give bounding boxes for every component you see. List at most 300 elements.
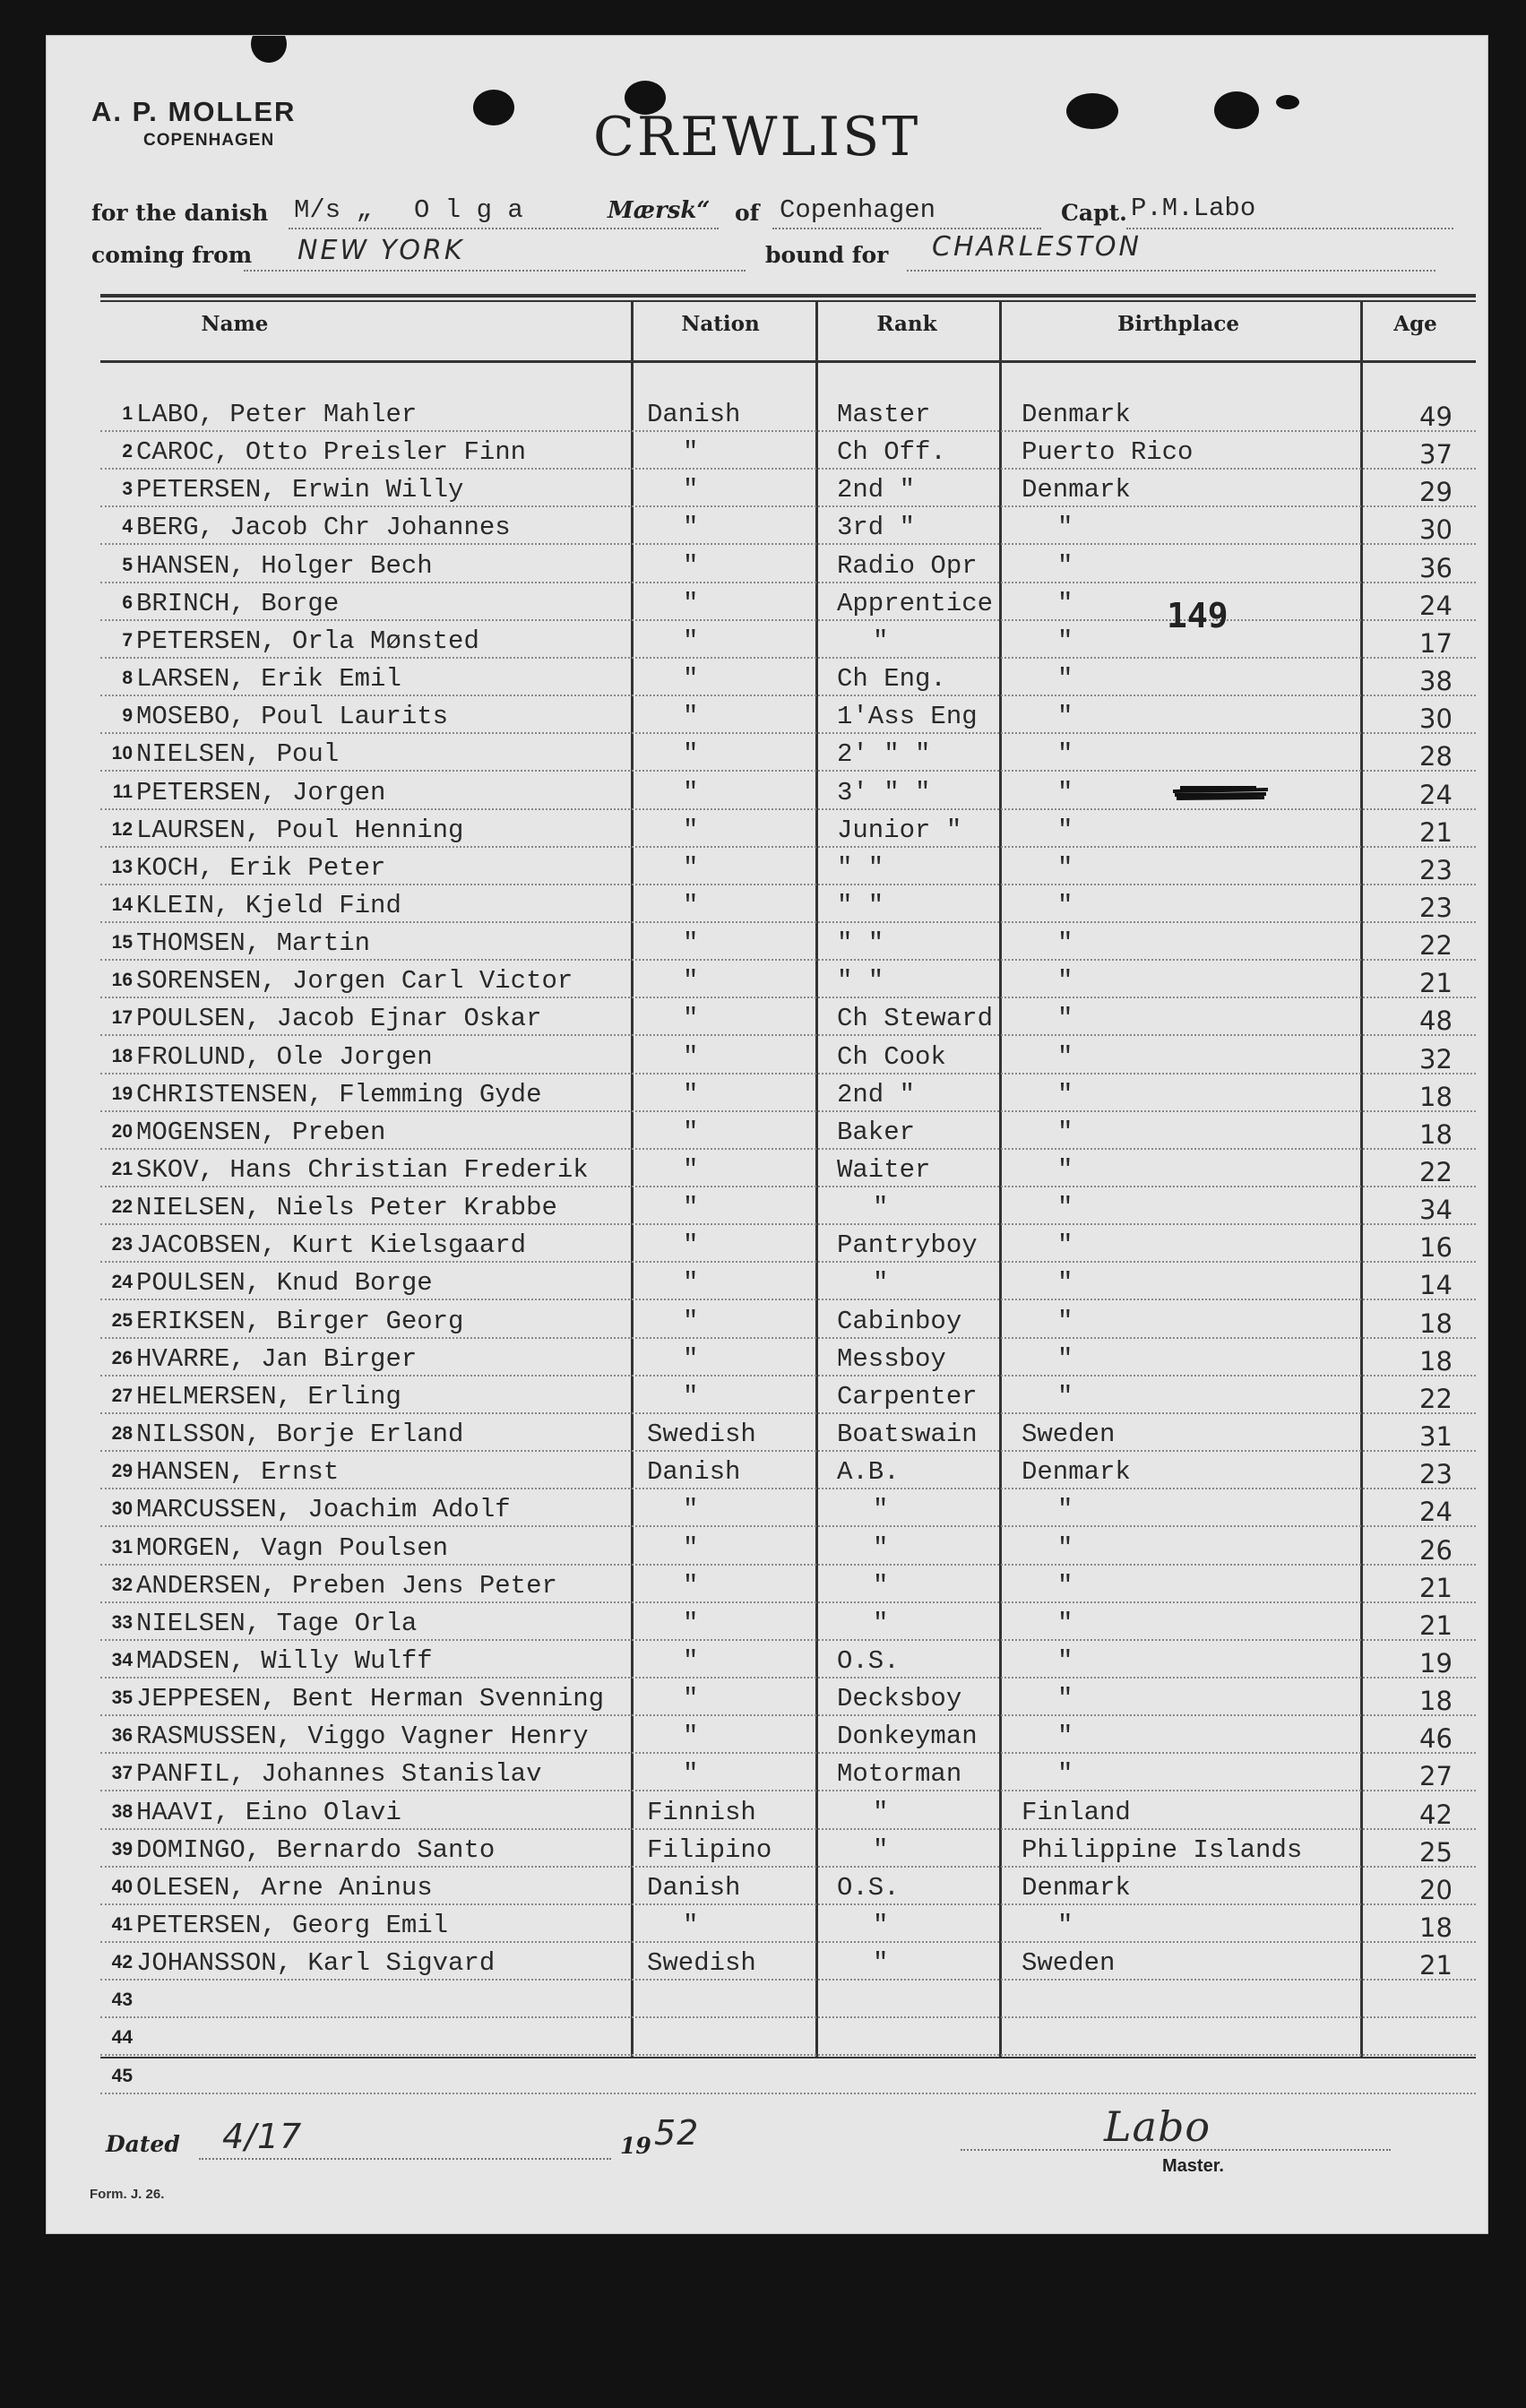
table-row bbox=[100, 1679, 1476, 1716]
vessel-suffix: Mærsk“ bbox=[608, 197, 711, 224]
table-row bbox=[100, 1528, 1476, 1566]
crew-name: KOCH, Erik Peter bbox=[136, 853, 386, 883]
crew-rank: " bbox=[873, 1533, 889, 1563]
crew-rank: 3' " " bbox=[837, 778, 931, 807]
row-number: 31 bbox=[111, 1537, 133, 1558]
crew-name: PETERSEN, Orla Mønsted bbox=[136, 626, 479, 656]
crew-name: HANSEN, Holger Bech bbox=[136, 551, 433, 581]
crew-nation: " bbox=[683, 778, 699, 807]
row-number: 35 bbox=[111, 1687, 133, 1708]
crew-rank: " bbox=[873, 1948, 889, 1978]
crew-birthplace: Denmark bbox=[1022, 1457, 1131, 1487]
crew-name: MARCUSSEN, Joachim Adolf bbox=[136, 1495, 511, 1524]
table-row bbox=[100, 1377, 1476, 1414]
crew-name: POULSEN, Jacob Ejnar Oskar bbox=[136, 1004, 542, 1033]
table-row bbox=[100, 507, 1476, 545]
crew-age: 31 bbox=[1419, 1421, 1453, 1452]
crew-age: 21 bbox=[1419, 1950, 1453, 1981]
row-number: 40 bbox=[111, 1877, 133, 1897]
crew-nation: " bbox=[683, 928, 699, 958]
table-row bbox=[100, 1414, 1476, 1452]
crew-rank: Master bbox=[837, 400, 931, 429]
crew-nation: " bbox=[683, 1722, 699, 1751]
crew-rank: Motorman bbox=[837, 1759, 962, 1789]
captain-label: Capt. bbox=[1061, 200, 1127, 226]
crew-age: 21 bbox=[1419, 1573, 1453, 1603]
crew-nation: Danish bbox=[647, 400, 741, 429]
table-row bbox=[100, 659, 1476, 696]
crew-name: JACOBSEN, Kurt Kielsgaard bbox=[136, 1230, 527, 1260]
punch-hole bbox=[1276, 95, 1299, 109]
row-number: 33 bbox=[111, 1612, 133, 1633]
crew-birthplace: Puerto Rico bbox=[1022, 437, 1194, 467]
crew-nation: " bbox=[683, 1495, 699, 1524]
crew-age: 14 bbox=[1419, 1270, 1453, 1300]
crew-nation: " bbox=[683, 891, 699, 920]
crew-birthplace: " bbox=[1057, 1722, 1073, 1751]
crew-list-document bbox=[47, 36, 1487, 2233]
crew-age: 48 bbox=[1419, 1005, 1453, 1036]
crew-nation: " bbox=[683, 1344, 699, 1374]
crew-rank: " " bbox=[837, 966, 884, 996]
crew-age: 42 bbox=[1419, 1800, 1453, 1830]
row-number: 39 bbox=[111, 1839, 133, 1860]
crew-nation: " bbox=[683, 1004, 699, 1033]
crew-birthplace: " bbox=[1057, 1646, 1073, 1676]
crew-rank: Pantryboy bbox=[837, 1230, 978, 1260]
table-row bbox=[100, 1754, 1476, 1791]
crew-rank: 2nd " bbox=[837, 475, 916, 505]
crew-name: THOMSEN, Martin bbox=[136, 928, 371, 958]
table-row bbox=[100, 1716, 1476, 1754]
crew-rank: Decksboy bbox=[837, 1684, 962, 1713]
crew-nation: " bbox=[683, 816, 699, 845]
master-label: Master. bbox=[1162, 2156, 1224, 2176]
crew-name: RASMUSSEN, Viggo Vagner Henry bbox=[136, 1722, 589, 1751]
row-number: 9 bbox=[122, 705, 133, 726]
crew-birthplace: " bbox=[1057, 1004, 1073, 1033]
crew-nation: " bbox=[683, 966, 699, 996]
crew-age: 18 bbox=[1419, 1082, 1453, 1112]
table-row bbox=[100, 998, 1476, 1036]
row-number: 21 bbox=[111, 1159, 133, 1179]
table-row bbox=[100, 394, 1476, 432]
company-name: A. P. MOLLER bbox=[91, 96, 297, 127]
crew-birthplace: " bbox=[1057, 891, 1073, 920]
crew-nation: " bbox=[683, 1230, 699, 1260]
crew-birthplace: " bbox=[1057, 1193, 1073, 1222]
crew-nation: " bbox=[683, 1307, 699, 1336]
crew-birthplace: Denmark bbox=[1022, 1873, 1131, 1903]
column-header-name: Name bbox=[201, 312, 269, 336]
crew-age: 18 bbox=[1419, 1912, 1453, 1943]
crew-nation: " bbox=[683, 551, 699, 581]
crew-birthplace: Sweden bbox=[1022, 1420, 1116, 1449]
crew-age: 23 bbox=[1419, 855, 1453, 885]
stamp-number: 149 bbox=[1167, 596, 1229, 635]
crew-age: 23 bbox=[1419, 1459, 1453, 1489]
row-number: 19 bbox=[111, 1083, 133, 1104]
crew-rank: Waiter bbox=[837, 1155, 931, 1185]
crew-name: POULSEN, Knud Borge bbox=[136, 1268, 433, 1298]
crew-nation: " bbox=[683, 589, 699, 618]
crew-name: PETERSEN, Georg Emil bbox=[136, 1911, 449, 1940]
crew-birthplace: " bbox=[1057, 816, 1073, 845]
table-row bbox=[100, 961, 1476, 998]
row-number: 16 bbox=[111, 970, 133, 990]
crew-name: CAROC, Otto Preisler Finn bbox=[136, 437, 527, 467]
crew-name: BERG, Jacob Chr Johannes bbox=[136, 513, 511, 542]
crew-rank: " bbox=[873, 1798, 889, 1827]
crew-age: 32 bbox=[1419, 1044, 1453, 1075]
crew-age: 37 bbox=[1419, 439, 1453, 470]
crew-name: KLEIN, Kjeld Find bbox=[136, 891, 401, 920]
row-number: 10 bbox=[111, 743, 133, 764]
crew-birthplace: " bbox=[1057, 1344, 1073, 1374]
crew-nation: Danish bbox=[647, 1457, 741, 1487]
crew-nation: " bbox=[683, 1155, 699, 1185]
table-row bbox=[100, 1830, 1476, 1868]
crew-age: 24 bbox=[1419, 1497, 1453, 1527]
table-row bbox=[100, 1489, 1476, 1527]
table-row bbox=[100, 810, 1476, 848]
crew-nation: " bbox=[683, 475, 699, 505]
crew-birthplace: Denmark bbox=[1022, 475, 1131, 505]
crew-name: LARSEN, Erik Emil bbox=[136, 664, 401, 694]
crew-name: LABO, Peter Mahler bbox=[136, 400, 418, 429]
row-number: 26 bbox=[111, 1348, 133, 1368]
crew-rank: Cabinboy bbox=[837, 1307, 962, 1336]
crew-birthplace: " bbox=[1057, 1533, 1073, 1563]
crew-age: 34 bbox=[1419, 1195, 1453, 1225]
row-number: 25 bbox=[111, 1310, 133, 1331]
crew-age: 18 bbox=[1419, 1686, 1453, 1716]
crew-birthplace: " bbox=[1057, 513, 1073, 542]
row-number: 6 bbox=[122, 592, 133, 613]
table-row bbox=[100, 1452, 1476, 1489]
crew-birthplace: " bbox=[1057, 1230, 1073, 1260]
row-number: 2 bbox=[122, 441, 133, 462]
crew-age: 29 bbox=[1419, 477, 1453, 507]
row-number: 20 bbox=[111, 1121, 133, 1142]
table-row bbox=[100, 1225, 1476, 1263]
crew-name: HVARRE, Jan Birger bbox=[136, 1344, 418, 1374]
crew-name: LAURSEN, Poul Henning bbox=[136, 816, 464, 845]
crew-rank: A.B. bbox=[837, 1457, 900, 1487]
crew-age: 22 bbox=[1419, 1384, 1453, 1414]
crew-rank: Messboy bbox=[837, 1344, 946, 1374]
row-number: 42 bbox=[111, 1952, 133, 1972]
vessel-prefix: M/s „ bbox=[294, 195, 373, 225]
crew-name: BRINCH, Borge bbox=[136, 589, 340, 618]
row-number: 24 bbox=[111, 1272, 133, 1292]
crew-birthplace: " bbox=[1057, 1268, 1073, 1298]
crew-rank: " " bbox=[837, 853, 884, 883]
crew-rank: " " bbox=[837, 928, 884, 958]
crew-nation: " bbox=[683, 437, 699, 467]
crew-name: JOHANSSON, Karl Sigvard bbox=[136, 1948, 496, 1978]
crew-name: PETERSEN, Jorgen bbox=[136, 778, 386, 807]
year-prefix: 19 bbox=[620, 2133, 651, 2159]
table-row bbox=[100, 1075, 1476, 1112]
crew-age: 46 bbox=[1419, 1723, 1453, 1754]
table-row bbox=[100, 1263, 1476, 1300]
crew-rank: 3rd " bbox=[837, 513, 916, 542]
column-header-age: Age bbox=[1393, 312, 1437, 336]
crew-age: 30 bbox=[1419, 514, 1453, 545]
crew-birthplace: Finland bbox=[1022, 1798, 1131, 1827]
crew-rank: Ch Off. bbox=[837, 437, 946, 467]
crew-rank: Ch Steward bbox=[837, 1004, 994, 1033]
crew-birthplace: " bbox=[1057, 1042, 1073, 1072]
crew-birthplace: Sweden bbox=[1022, 1948, 1116, 1978]
row-number: 1 bbox=[122, 403, 133, 424]
row-number: 38 bbox=[111, 1801, 133, 1822]
row-number: 17 bbox=[111, 1007, 133, 1028]
row-number: 7 bbox=[122, 630, 133, 651]
crew-nation: " bbox=[683, 1609, 699, 1638]
row-number: 27 bbox=[111, 1385, 133, 1406]
crew-name: HANSEN, Ernst bbox=[136, 1457, 340, 1487]
crew-name: NIELSEN, Tage Orla bbox=[136, 1609, 418, 1638]
crew-nation: " bbox=[683, 702, 699, 731]
crew-rank: Carpenter bbox=[837, 1382, 978, 1411]
crew-birthplace: " bbox=[1057, 1155, 1073, 1185]
crew-nation: " bbox=[683, 1080, 699, 1109]
crew-rank: Junior " bbox=[837, 816, 962, 845]
crew-birthplace: " bbox=[1057, 1382, 1073, 1411]
crew-nation: " bbox=[683, 1911, 699, 1940]
row-number: 37 bbox=[111, 1763, 133, 1783]
column-header-nation: Nation bbox=[681, 312, 760, 336]
table-row bbox=[100, 848, 1476, 885]
crew-name: MORGEN, Vagn Poulsen bbox=[136, 1533, 449, 1563]
year-suffix: 52 bbox=[654, 2113, 700, 2153]
table-row bbox=[100, 1301, 1476, 1339]
table-row bbox=[100, 1112, 1476, 1150]
crew-birthplace: " bbox=[1057, 928, 1073, 958]
table-row bbox=[100, 1339, 1476, 1377]
crew-rank: " bbox=[873, 1835, 889, 1865]
crew-name: CHRISTENSEN, Flemming Gyde bbox=[136, 1080, 542, 1109]
crew-rank: 2' " " bbox=[837, 739, 931, 769]
crew-name: DOMINGO, Bernardo Santo bbox=[136, 1835, 496, 1865]
table-row bbox=[100, 1905, 1476, 1943]
crew-rank: 2nd " bbox=[837, 1080, 916, 1109]
table-row bbox=[100, 1566, 1476, 1603]
crew-name: OLESEN, Arne Aninus bbox=[136, 1873, 433, 1903]
row-number: 8 bbox=[122, 668, 133, 688]
table-row bbox=[100, 1150, 1476, 1187]
crew-age: 24 bbox=[1419, 780, 1453, 810]
crew-rank: Boatswain bbox=[837, 1420, 978, 1449]
crew-age: 25 bbox=[1419, 1837, 1453, 1868]
row-number: 22 bbox=[111, 1196, 133, 1217]
table-row bbox=[100, 1037, 1476, 1075]
crew-nation: Swedish bbox=[647, 1420, 756, 1449]
bound-for-label: bound for bbox=[765, 242, 889, 268]
crew-age: 21 bbox=[1419, 1610, 1453, 1641]
crew-rank: " bbox=[873, 1911, 889, 1940]
crew-name: PETERSEN, Erwin Willy bbox=[136, 475, 464, 505]
crew-name: MADSEN, Willy Wulff bbox=[136, 1646, 433, 1676]
table-row bbox=[100, 885, 1476, 923]
crew-birthplace: " bbox=[1057, 739, 1073, 769]
crew-age: 49 bbox=[1419, 401, 1453, 432]
document-title: CREWLIST bbox=[593, 106, 921, 168]
punch-hole bbox=[251, 36, 287, 63]
crew-rank: " bbox=[873, 1609, 889, 1638]
crew-nation: " bbox=[683, 1268, 699, 1298]
row-number: 44 bbox=[111, 2027, 133, 2048]
table-row bbox=[100, 1868, 1476, 1905]
crew-nation: " bbox=[683, 1382, 699, 1411]
table-row bbox=[100, 734, 1476, 772]
crew-nation: " bbox=[683, 513, 699, 542]
crew-birthplace: " bbox=[1057, 626, 1073, 656]
crew-age: 18 bbox=[1419, 1308, 1453, 1339]
crew-rank: " bbox=[873, 1495, 889, 1524]
crew-birthplace: " bbox=[1057, 664, 1073, 694]
row-number: 3 bbox=[122, 479, 133, 499]
crew-rank: Ch Cook bbox=[837, 1042, 946, 1072]
table-row bbox=[100, 696, 1476, 734]
crew-rank: Ch Eng. bbox=[837, 664, 946, 694]
scribble-mark bbox=[1171, 784, 1270, 804]
dated-label: Dated bbox=[106, 2131, 180, 2157]
table-row bbox=[100, 1603, 1476, 1641]
home-port: Copenhagen bbox=[780, 195, 936, 225]
crew-rank: Baker bbox=[837, 1118, 916, 1147]
crew-birthplace: " bbox=[1057, 853, 1073, 883]
row-number: 29 bbox=[111, 1461, 133, 1481]
crew-nation: " bbox=[683, 664, 699, 694]
crew-nation: " bbox=[683, 1118, 699, 1147]
crew-name: ANDERSEN, Preben Jens Peter bbox=[136, 1571, 557, 1601]
row-number: 18 bbox=[111, 1046, 133, 1066]
crew-age: 23 bbox=[1419, 893, 1453, 923]
crew-nation: " bbox=[683, 626, 699, 656]
crew-rank: Donkeyman bbox=[837, 1722, 978, 1751]
coming-from-value: NEW YORK bbox=[297, 235, 465, 266]
punch-hole bbox=[1066, 93, 1118, 129]
row-number: 4 bbox=[122, 516, 133, 537]
crew-birthplace: Denmark bbox=[1022, 400, 1131, 429]
crew-nation: " bbox=[683, 1759, 699, 1789]
crew-name: FROLUND, Ole Jorgen bbox=[136, 1042, 433, 1072]
crew-age: 36 bbox=[1419, 553, 1453, 583]
row-number: 41 bbox=[111, 1914, 133, 1935]
crew-nation: " bbox=[683, 1684, 699, 1713]
crew-nation: Swedish bbox=[647, 1948, 756, 1978]
crew-rank: Radio Opr bbox=[837, 551, 978, 581]
crew-age: 30 bbox=[1419, 703, 1453, 734]
crew-birthplace: " bbox=[1057, 1495, 1073, 1524]
crew-name: NIELSEN, Poul bbox=[136, 739, 340, 769]
crew-birthplace: " bbox=[1057, 1307, 1073, 1336]
crew-name: NIELSEN, Niels Peter Krabbe bbox=[136, 1193, 557, 1222]
crew-birthplace: Philippine Islands bbox=[1022, 1835, 1303, 1865]
crew-birthplace: " bbox=[1057, 778, 1073, 807]
crew-name: HELMERSEN, Erling bbox=[136, 1382, 401, 1411]
crew-rank: O.S. bbox=[837, 1646, 900, 1676]
crew-birthplace: " bbox=[1057, 1609, 1073, 1638]
row-number: 12 bbox=[111, 819, 133, 840]
crew-nation: Filipino bbox=[647, 1835, 772, 1865]
row-number: 36 bbox=[111, 1725, 133, 1746]
crew-age: 24 bbox=[1419, 591, 1453, 621]
column-header-rank: Rank bbox=[876, 312, 937, 336]
row-number: 32 bbox=[111, 1575, 133, 1595]
crew-nation: " bbox=[683, 1646, 699, 1676]
crew-age: 22 bbox=[1419, 930, 1453, 961]
crew-nation: " bbox=[683, 1533, 699, 1563]
crew-name: SKOV, Hans Christian Frederik bbox=[136, 1155, 589, 1185]
row-number: 30 bbox=[111, 1498, 133, 1519]
crew-age: 22 bbox=[1419, 1157, 1453, 1187]
row-number: 11 bbox=[112, 781, 133, 802]
row-number: 45 bbox=[111, 2066, 133, 2086]
bound-for-value: CHARLESTON bbox=[932, 231, 1142, 263]
for-the-danish-label: for the danish bbox=[91, 200, 269, 226]
row-number: 43 bbox=[111, 1989, 133, 2010]
crew-age: 21 bbox=[1419, 817, 1453, 848]
table-row bbox=[100, 1187, 1476, 1225]
crew-name: MOGENSEN, Preben bbox=[136, 1118, 386, 1147]
crew-name: SORENSEN, Jorgen Carl Victor bbox=[136, 966, 573, 996]
table-row bbox=[100, 1641, 1476, 1679]
crew-birthplace: " bbox=[1057, 551, 1073, 581]
row-number: 34 bbox=[111, 1650, 133, 1670]
row-number: 15 bbox=[111, 932, 133, 953]
crew-name: MOSEBO, Poul Laurits bbox=[136, 702, 449, 731]
crew-rank: " bbox=[873, 1571, 889, 1601]
crew-age: 18 bbox=[1419, 1119, 1453, 1150]
table-row bbox=[100, 1943, 1476, 1981]
crew-name: ERIKSEN, Birger Georg bbox=[136, 1307, 464, 1336]
vessel-name: O l g a bbox=[414, 195, 523, 225]
crew-birthplace: " bbox=[1057, 589, 1073, 618]
row-number: 5 bbox=[122, 555, 133, 575]
table-row bbox=[100, 1792, 1476, 1830]
crew-nation: Finnish bbox=[647, 1798, 756, 1827]
punch-hole bbox=[1214, 91, 1259, 129]
crew-name: NILSSON, Borje Erland bbox=[136, 1420, 464, 1449]
crew-name: PANFIL, Johannes Stanislav bbox=[136, 1759, 542, 1789]
of-label: of bbox=[735, 200, 760, 226]
table-row bbox=[100, 2018, 1476, 2056]
crew-nation: " bbox=[683, 1571, 699, 1601]
crew-birthplace: " bbox=[1057, 1759, 1073, 1789]
crew-birthplace: " bbox=[1057, 1080, 1073, 1109]
crew-rank: Apprentice bbox=[837, 589, 994, 618]
crew-age: 21 bbox=[1419, 968, 1453, 998]
table-row bbox=[100, 923, 1476, 961]
crew-nation: Danish bbox=[647, 1873, 741, 1903]
crew-age: 18 bbox=[1419, 1346, 1453, 1377]
crew-age: 38 bbox=[1419, 666, 1453, 696]
crew-nation: " bbox=[683, 1193, 699, 1222]
crew-birthplace: " bbox=[1057, 702, 1073, 731]
row-number: 23 bbox=[111, 1234, 133, 1255]
table-row bbox=[100, 2057, 1476, 2094]
crew-rank: " bbox=[873, 1193, 889, 1222]
crew-nation: " bbox=[683, 739, 699, 769]
form-code: Form. J. 26. bbox=[90, 2187, 165, 2202]
crew-rank: 1'Ass Eng bbox=[837, 702, 978, 731]
crew-age: 17 bbox=[1419, 628, 1453, 659]
crew-name: HAAVI, Eino Olavi bbox=[136, 1798, 401, 1827]
